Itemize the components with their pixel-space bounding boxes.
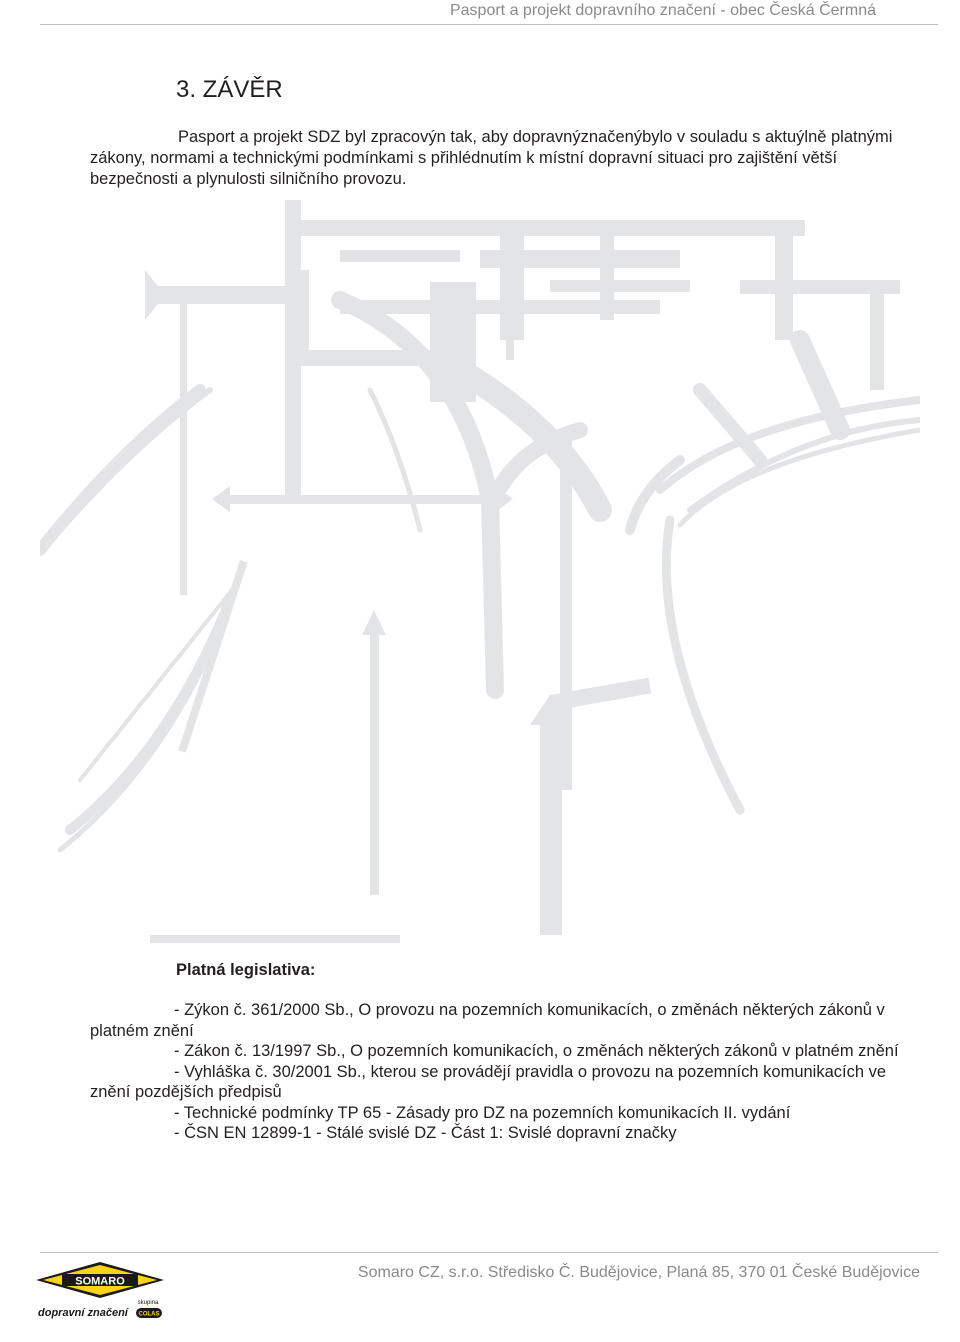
- legislation-list: [90, 1000, 910, 1144]
- road-markings-illustration: [40, 190, 920, 950]
- logo-name: SOMARO: [75, 1275, 125, 1288]
- somaro-logo: [36, 1260, 176, 1324]
- list-item: - Zýkon č. 361/2000 Sb., O provozu na pozemních komunikacích, o změnách některých zákonů v platném znění: [90, 1001, 885, 1040]
- logo-group-label: skupina: [137, 1300, 159, 1306]
- list-item: - Vyhláška č. 30/2001 Sb., kterou se provádějí pravidla o provozu na pozemních komunikacích ve znění pozdějších předpisů: [90, 1062, 887, 1101]
- list-item: - Technické podmínky TP 65 - Zásady pro DZ na pozemních komunikacích II. vydání: [174, 1103, 791, 1122]
- footer-address: Somaro CZ, s.r.o. Středisko Č. Budějovice, Planá 85, 370 01 České Budějovice: [357, 1264, 920, 1281]
- logo-subtitle: dopravní značení: [38, 1307, 128, 1319]
- intro-paragraph: Pasport a projekt SDZ byl zpracovýn tak, aby dopravnýznačenýbylo v souladu s aktuýlně platnými zákony, normami a technickými podmínkami s přihlédnutím k místní dopravní situaci pro zajištění větší bezpečnosti a plynulosti silničního provozu.: [90, 128, 893, 188]
- section-title: 3. ZÁVĚR: [176, 76, 283, 103]
- logo-group-name: COLAS: [138, 1311, 160, 1318]
- list-item: - Zákon č. 13/1997 Sb., O pozemních komunikacích, o změnách některých zákonů v platném znění: [174, 1042, 899, 1060]
- footer-divider: [40, 1252, 938, 1253]
- header-title: Pasport a projekt dopravního značení - obec Česká Čermná: [449, 2, 876, 19]
- list-item: - ČSN EN 12899-1 - Stálé svislé DZ - Část 1: Svislé dopravní značky: [174, 1124, 677, 1142]
- legislation-heading: Platná legislativa:: [176, 961, 316, 979]
- header-divider: [40, 24, 938, 25]
